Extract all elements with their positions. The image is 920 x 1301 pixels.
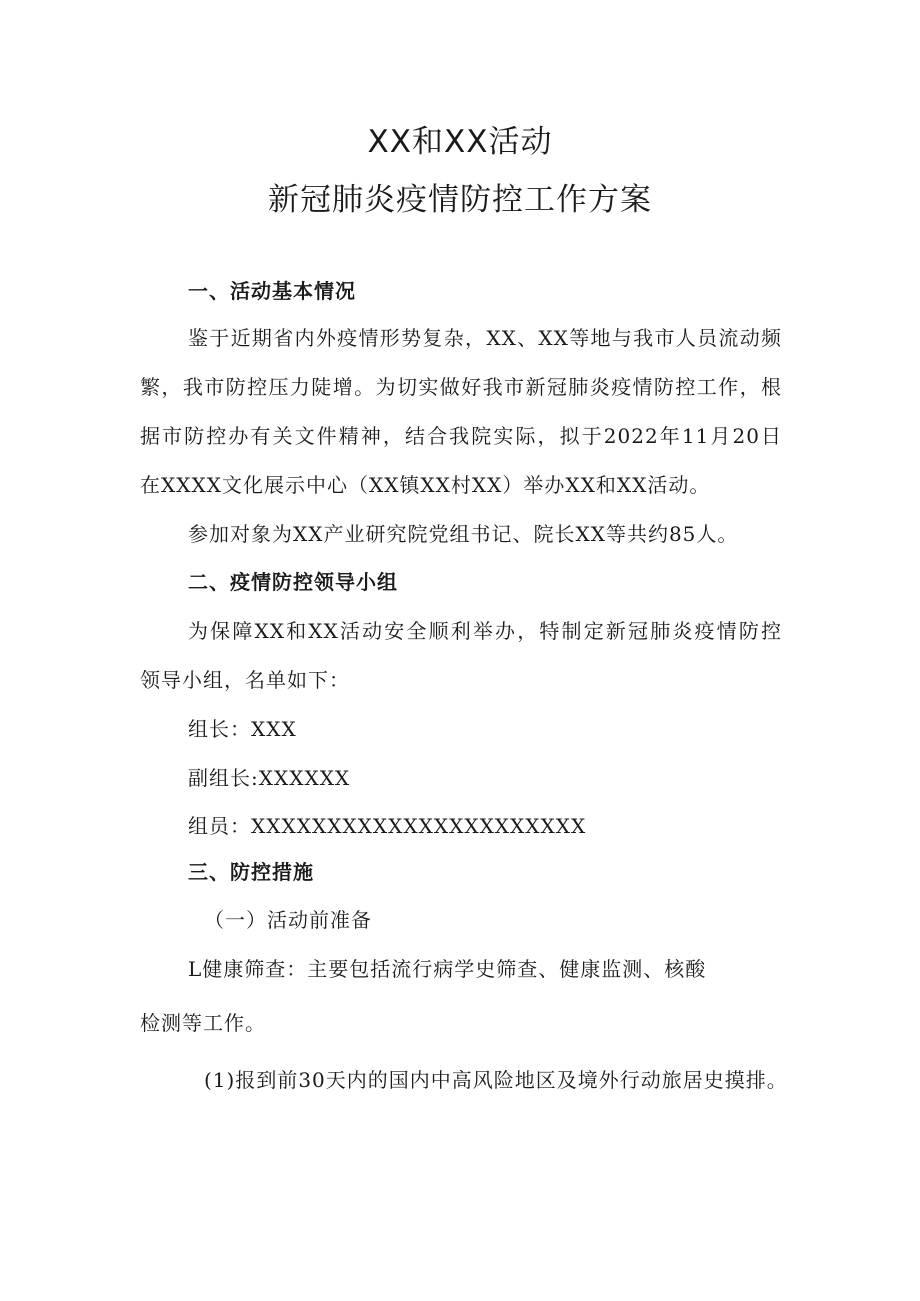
subsection1-heading: （一）活动前准备 — [204, 908, 372, 932]
group-deputy-leader: 副组长:XXXXXX — [188, 766, 351, 790]
section1-paragraph1-line4: 在XXXX文化展示中心（XX镇XX村XX）举办XX和XX活动。 — [140, 473, 711, 497]
section1-paragraph2: 参加对象为XX产业研究院党组书记、院长XX等共约85人。 — [188, 522, 739, 546]
section1-heading: 一、活动基本情况 — [188, 279, 356, 303]
section1-paragraph1-line2: 繁，我市防控压力陡增。为切实做好我市新冠肺炎疫情防控工作，根 — [140, 375, 782, 399]
section2-paragraph1-line2: 领导小组，名单如下： — [140, 668, 350, 692]
group-leader: 组长：XXX — [188, 717, 297, 741]
document-title-line1: XX和XX活动 — [367, 124, 553, 160]
item1-subitem1: (1)报到前30天内的国内中高风险地区及境外行动旅居史摸排。 — [204, 1068, 788, 1092]
item1-line1: L健康筛查：主要包括流行病学史筛查、健康监测、核酸 — [188, 957, 707, 981]
group-members: 组员：XXXXXXXXXXXXXXXXXXXXXX — [188, 814, 587, 838]
item1-line2: 检测等工作。 — [140, 1011, 266, 1035]
section2-heading: 二、疫情防控领导小组 — [188, 570, 398, 594]
section3-heading: 三、防控措施 — [188, 860, 314, 884]
section1-paragraph1-line1: 鉴于近期省内外疫情形势复杂，XX、XX等地与我市人员流动频 — [188, 326, 782, 350]
section2-paragraph1-line1: 为保障XX和XX活动安全顺利举办，特制定新冠肺炎疫情防控 — [188, 619, 782, 643]
document-title-line2: 新冠肺炎疫情防控工作方案 — [268, 182, 652, 218]
section1-paragraph1-line3: 据市防控办有关文件精神，结合我院实际，拟于2022年11月20日 — [140, 424, 782, 448]
